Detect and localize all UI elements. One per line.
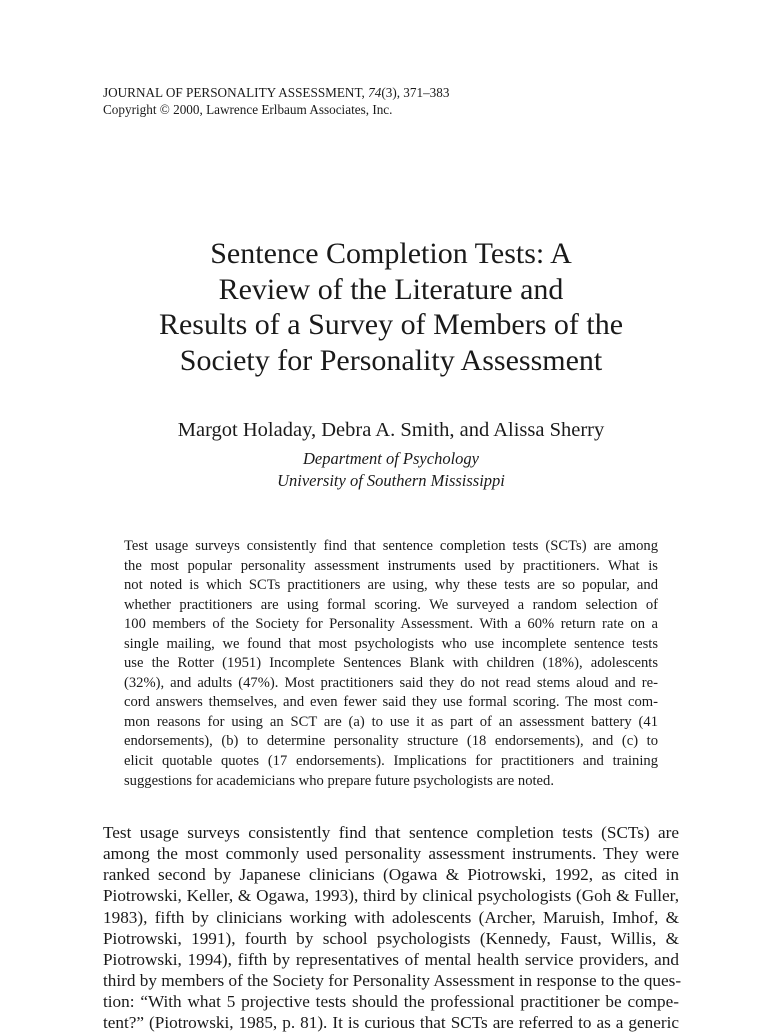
abstract-line: 100 members of the Society for Personality Assessment. With a 60% return rate on a <box>124 616 658 633</box>
journal-issue-pages: (3), 371–383 <box>381 85 450 100</box>
body-line: tent?” (Piotrowski, 1985, p. 81). It is curious that SCTs are referred to as a generic <box>103 1013 679 1033</box>
title-line: Society for Personality Assessment <box>179 343 603 377</box>
abstract-line: elicit quotable quotes (17 endorsements). Implications for practitioners and training <box>124 753 658 770</box>
abstract-line: use the Rotter (1951) Incomplete Sentences Blank with children (18%), adolescents <box>124 655 658 672</box>
body-line: Piotrowski, 1991), fourth by school psychologists (Kennedy, Faust, Willis, & <box>103 928 679 948</box>
abstract-line: the most popular personality assessment instruments used by practitioners. What is <box>124 557 658 574</box>
journal-volume: 74 <box>368 85 382 100</box>
abstract-line: endorsements), (b) to determine personality structure (18 endorsements), and (c) to <box>124 733 658 750</box>
body-line: Test usage surveys consistently find that sentence completion tests (SCTs) are <box>103 823 679 842</box>
body-line: third by members of the Society for Personality Assessment in response to the ques- <box>103 970 682 990</box>
journal-header <box>103 85 449 118</box>
abstract-line: not noted is which SCTs practitioners are using, why these tests are so popular, and <box>124 577 658 594</box>
abstract-line: (32%), and adults (47%). Most practitioners said they do not read stems aloud and re- <box>124 674 658 691</box>
abstract-line: suggestions for academicians who prepare future psychologists are noted. <box>124 772 554 789</box>
body-line: Piotrowski, Keller, & Ogawa, 1993), third by clinical psychologists (Goh & Fuller, <box>103 886 679 906</box>
body-line: tion: “With what 5 projective tests should the professional practitioner be compe- <box>103 992 679 1012</box>
abstract-line: mon reasons for using an SCT are (a) to use it as part of an assessment battery (41 <box>124 713 658 730</box>
body-line: Piotrowski, 1994), fifth by representatives of mental health service providers, and <box>103 949 679 969</box>
abstract-line: Test usage surveys consistently find that sentence completion tests (SCTs) are among <box>124 538 658 554</box>
affiliation <box>0 448 768 491</box>
title-line: Results of a Survey of Members of the <box>158 308 624 341</box>
author-list: Margot Holaday, Debra A. Smith, and Alissa Sherry <box>177 419 605 441</box>
article-title <box>0 236 768 378</box>
copyright-line: Copyright © 2000, Lawrence Erlbaum Associates, Inc. <box>103 101 393 117</box>
journal-name: JOURNAL OF PERSONALITY ASSESSMENT, <box>103 85 369 100</box>
department: Department of Psychology <box>303 449 479 468</box>
journal-citation <box>103 85 449 102</box>
title-line: Sentence Completion Tests: A <box>210 237 572 270</box>
body-line: 1983), fifth by clinicians working with adolescents (Archer, Maruish, Imhof, & <box>103 907 679 927</box>
abstract-line: cord answers themselves, and even fewer said they use formal scoring. The most com- <box>124 694 658 711</box>
title-line: Review of the Literature and <box>218 272 564 306</box>
body-line: among the most commonly used personality assessment instruments. They were <box>103 844 679 864</box>
abstract-line: single mailing, we found that most psychologists who use incomplete sentence tests <box>124 635 658 652</box>
university: University of Southern Mississippi <box>277 470 505 490</box>
body-line: ranked second by Japanese clinicians (Ogawa & Piotrowski, 1992, as cited in <box>103 865 679 885</box>
body-text <box>103 822 682 1033</box>
abstract-line: whether practitioners are using formal scoring. We surveyed a random selection of <box>124 596 658 613</box>
abstract <box>124 537 658 791</box>
